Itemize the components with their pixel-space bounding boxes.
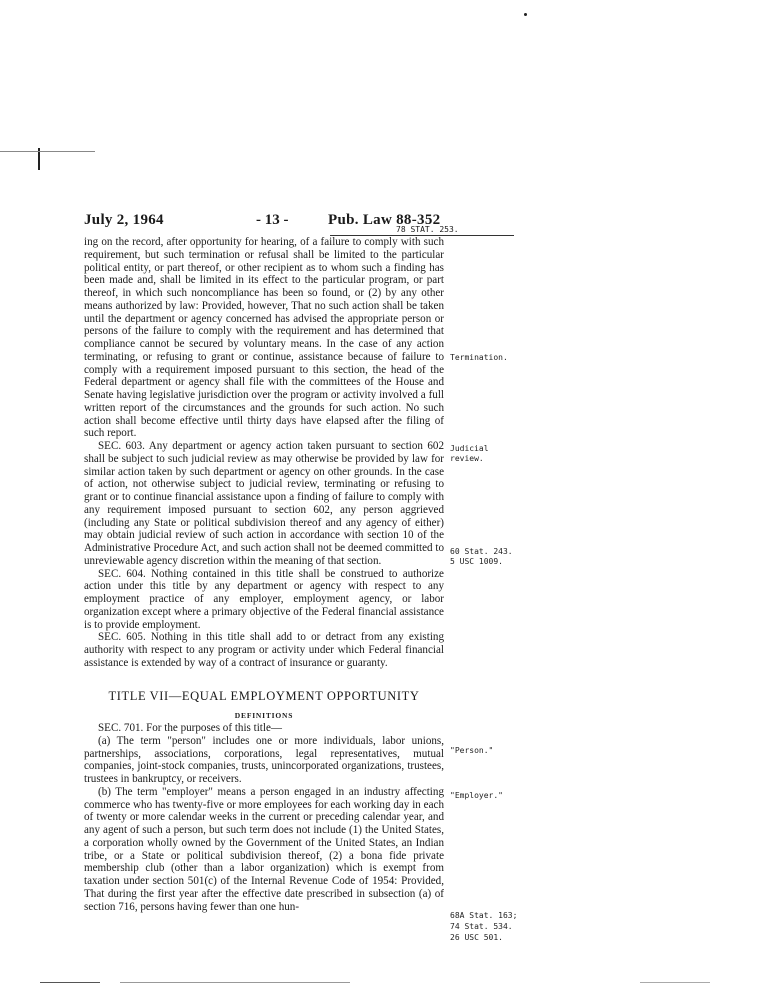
title-vii-heading: TITLE VII—EQUAL EMPLOYMENT OPPORTUNITY: [108, 689, 420, 703]
header-page-number: - 13 -: [256, 212, 289, 228]
body-text-bottom: [84, 722, 444, 913]
margin-note-irc-stat-2: 74 Stat. 534.: [450, 922, 513, 931]
body-text-top: [84, 236, 444, 670]
margin-note-apa-usc: 5 USC 1009.: [450, 557, 503, 566]
margin-note-irc-usc: 26 USC 501.: [450, 933, 503, 942]
header-date: July 2, 1964: [84, 212, 164, 228]
paragraph-sec-605: SEC. 605. Nothing in this title shall add to or detract from any existing authority with respect to any program or activity under which Federal financial assistance is extended by way of a contract of insurance or guaranty.: [84, 631, 444, 669]
margin-note-apa-stat: 60 Stat. 243.: [450, 547, 513, 556]
header-public-law: Pub. Law 88-352: [328, 212, 441, 228]
scan-mark-top: [524, 13, 527, 16]
paragraph-602-continued: ing on the record, after opportunity for hearing, of a failure to comply with such requirement, but such termination or refusal shall be limited to the particular political entity, or part thereof, or other recipient as to whom such a finding has been made and, shall be limited in its effect to the particular program, or part thereof, in which such noncompliance has been so found, or (2) by any other means authorized by law: Provided, however, That no such action shall be taken until the department or agency concerned has advised the appropriate person or persons of the failure to comply with the requirement and has determined that compliance cannot be secured by voluntary means. In the case of any action terminating, or refusing to grant or continue, assistance because of failure to comply with a requirement imposed pursuant to this section, the head of the Federal department or agency shall file with the committees of the House and Senate having legislative jurisdiction over the program or activity involved a full written report of the circumstances and the grounds for such action. No such action shall become effective until thirty days have elapsed after the filing of such report.: [84, 236, 444, 440]
margin-note-person: "Person.": [450, 746, 494, 755]
paragraph-sec-603: SEC. 603. Any department or agency action taken pursuant to section 602 shall be subject to such judicial review as may otherwise be provided by law for similar action taken by such department or agency on other grounds. In the case of action, not otherwise subject to judicial review, terminating or refusing to grant or to continue financial assistance upon a finding of failure to comply with any requirement imposed pursuant to section 602, any person aggrieved (including any State or political subdivision thereof and any agency of either) may obtain judicial review of such action in accordance with section 10 of the Administrative Procedure Act, and such action shall not be deemed committed to unreviewable agency discretion within the meaning of that section.: [84, 440, 444, 567]
paragraph-701-b: (b) The term "employer" means a person engaged in an industry affecting commerce who has twenty-five or more employees for each working day in each of twenty or more calendar weeks in the current or preceding calendar year, and any agent of such a person, but such term does not include (1) the United States, a corporation wholly owned by the Government of the United States, an Indian tribe, or a State or political subdivision thereof, (2) a bona fide private membership club (other than a labor organization) which is exempt from taxation under section 501(c) of the Internal Revenue Code of 1954: Provided, That during the first year after the effective date prescribed in subsection (a) of section 716, persons having fewer than one hun-: [84, 785, 444, 913]
crop-mark-horizontal: [0, 151, 95, 152]
margin-note-irc-stat: 68A Stat. 163;: [450, 911, 518, 920]
paragraph-701-a: (a) The term "person" includes one or more individuals, labor unions, partnerships, associations, corporations, legal representatives, mutual companies, joint-stock companies, trusts, unincorporated organizations, trustees, trustees in bankruptcy, or receivers.: [84, 734, 444, 785]
definitions-subheading: DEFINITIONS: [234, 711, 294, 720]
header-statute: 78 STAT. 253.: [396, 225, 459, 234]
paragraph-sec-701: SEC. 701. For the purposes of this title—: [98, 722, 282, 734]
margin-note-employer: "Employer.": [450, 791, 503, 800]
paragraph-sec-604: SEC. 604. Nothing contained in this title shall be construed to authorize action under this title by any department or agency with respect to any employment practice of any employer, employment agency, or labor organization except where a primary objective of the Federal financial assistance is to provide employment.: [84, 567, 444, 631]
margin-note-termination: Termination.: [450, 353, 508, 362]
margin-note-judicial-review: Judicial review.: [450, 444, 489, 463]
